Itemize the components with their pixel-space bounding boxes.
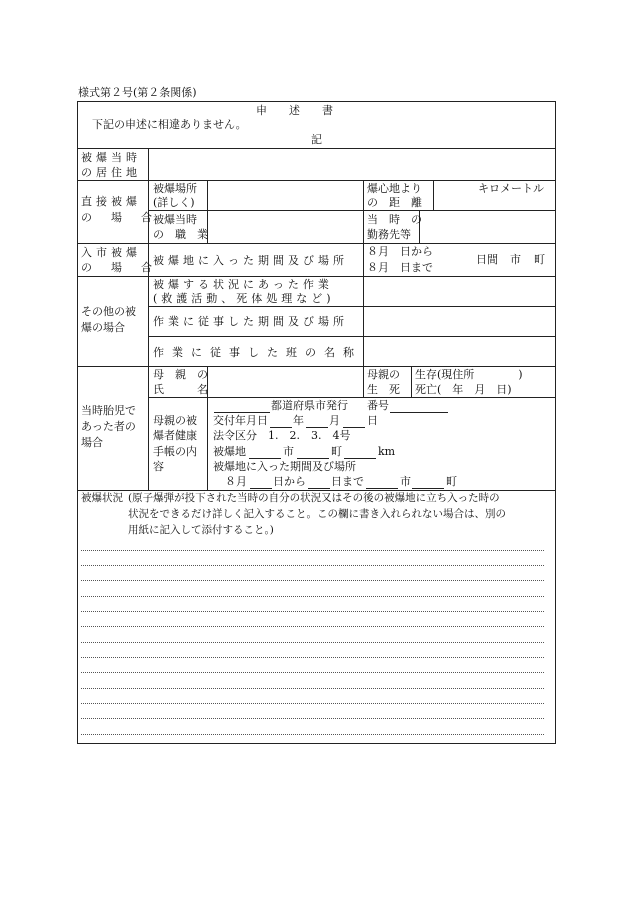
mother-name-label-2: 氏 名 (153, 383, 208, 396)
site-town: 町 (331, 445, 342, 458)
book-label-3: 手帳の内 (153, 445, 197, 458)
entry-label-2: の 場 合 (81, 261, 156, 274)
fetus-entered-label: 被爆地に入った期間及び場所 (213, 460, 356, 473)
other-work-label: 被爆する状況にあった作業 (153, 278, 333, 291)
day-label: 日 (367, 414, 378, 427)
form-title: 申 述 書 (256, 104, 333, 117)
site-city: 市 (283, 445, 294, 458)
job-label-2: の 職 業 (153, 228, 208, 241)
situation-instruction-3: 用紙に記入して添付すること。) (128, 524, 274, 536)
fetus-label-2: あった者の (81, 420, 136, 433)
fetus-until: 日まで (331, 475, 364, 488)
fetus-city: 市 (400, 475, 411, 488)
direct-label: 直接被爆 (81, 195, 141, 208)
situation-instruction-2: 状況をできるだけ詳しく記入すること。この欄に書き入れられない場合は、別の (128, 508, 506, 520)
mother-alive-label: 母親の (367, 368, 400, 381)
situation-label: 被爆状況 (81, 492, 123, 504)
law-category: 法令区分 1. 2. 3. 4号 (213, 429, 351, 442)
job-label: 被爆当時 (153, 213, 197, 226)
entry-from: ８月 日から (367, 245, 433, 258)
fetus-aug: ８月 (225, 475, 247, 488)
distance-label-2: の 距 離 (367, 196, 422, 209)
situation-instruction: (原子爆弾が投下された当時の自分の状況又はその後の被爆地に立ち入った時の (128, 492, 500, 504)
issue-date-label: 交付年月日 (213, 414, 268, 427)
entry-to: ８月 日まで (367, 261, 433, 274)
residence-label-2: の居住地 (81, 166, 141, 179)
book-label-4: 容 (153, 460, 164, 473)
mother-name-label: 母 親 の (153, 368, 208, 381)
month-label: 月 (329, 414, 340, 427)
dead-option: 死亡( 年 月 日) (415, 383, 512, 396)
book-label-2: 爆者健康 (153, 429, 197, 442)
place-label-2: (詳しく) (153, 196, 195, 209)
residence-label: 被爆当時 (81, 151, 141, 164)
other-label: その他の被 (81, 305, 136, 318)
ki-heading: 記 (311, 133, 322, 146)
fetus-from: 日から (273, 475, 306, 488)
year-label: 年 (293, 414, 304, 427)
other-period-label: 作業に従事した期間及び場所 (153, 315, 348, 328)
workplace-label: 当 時 の (367, 213, 422, 226)
issuer: 都道府県市発行 (271, 399, 348, 412)
site-km: km (378, 445, 396, 458)
distance-label: 爆心地より (367, 182, 422, 195)
book-number-label: 番号 (367, 399, 389, 412)
fetus-label: 当時胎児で (81, 404, 136, 417)
mother-alive-label-2: 生 死 (367, 383, 400, 396)
fetus-town: 町 (446, 475, 457, 488)
entry-days: 日間 (476, 253, 498, 266)
statement-text: 下記の申述に相違ありません。 (92, 118, 247, 131)
entry-town: 町 (534, 253, 545, 266)
form-number: 様式第２号(第２条関係) (78, 86, 197, 99)
entry-label: 入市被爆 (81, 246, 141, 259)
fetus-label-3: 場合 (81, 436, 103, 449)
living-option: 生存(現住所 ) (415, 368, 523, 381)
km-unit: キロメートル (478, 182, 544, 195)
other-work-note: (救護活動、死体処理など) (153, 292, 335, 305)
place-label: 被爆場所 (153, 182, 197, 195)
other-team-label: 作業に従事した班の名称 (153, 346, 362, 359)
workplace-label-2: 勤務先等 (367, 228, 411, 241)
site-label: 被爆地 (213, 445, 246, 458)
direct-label-2: の 場 合 (81, 211, 156, 224)
book-label: 母親の被 (153, 414, 197, 427)
other-label-2: 爆の場合 (81, 321, 125, 334)
entry-city: 市 (510, 253, 521, 266)
entry-period-label: 被爆地に入った期間及び場所 (153, 254, 348, 267)
